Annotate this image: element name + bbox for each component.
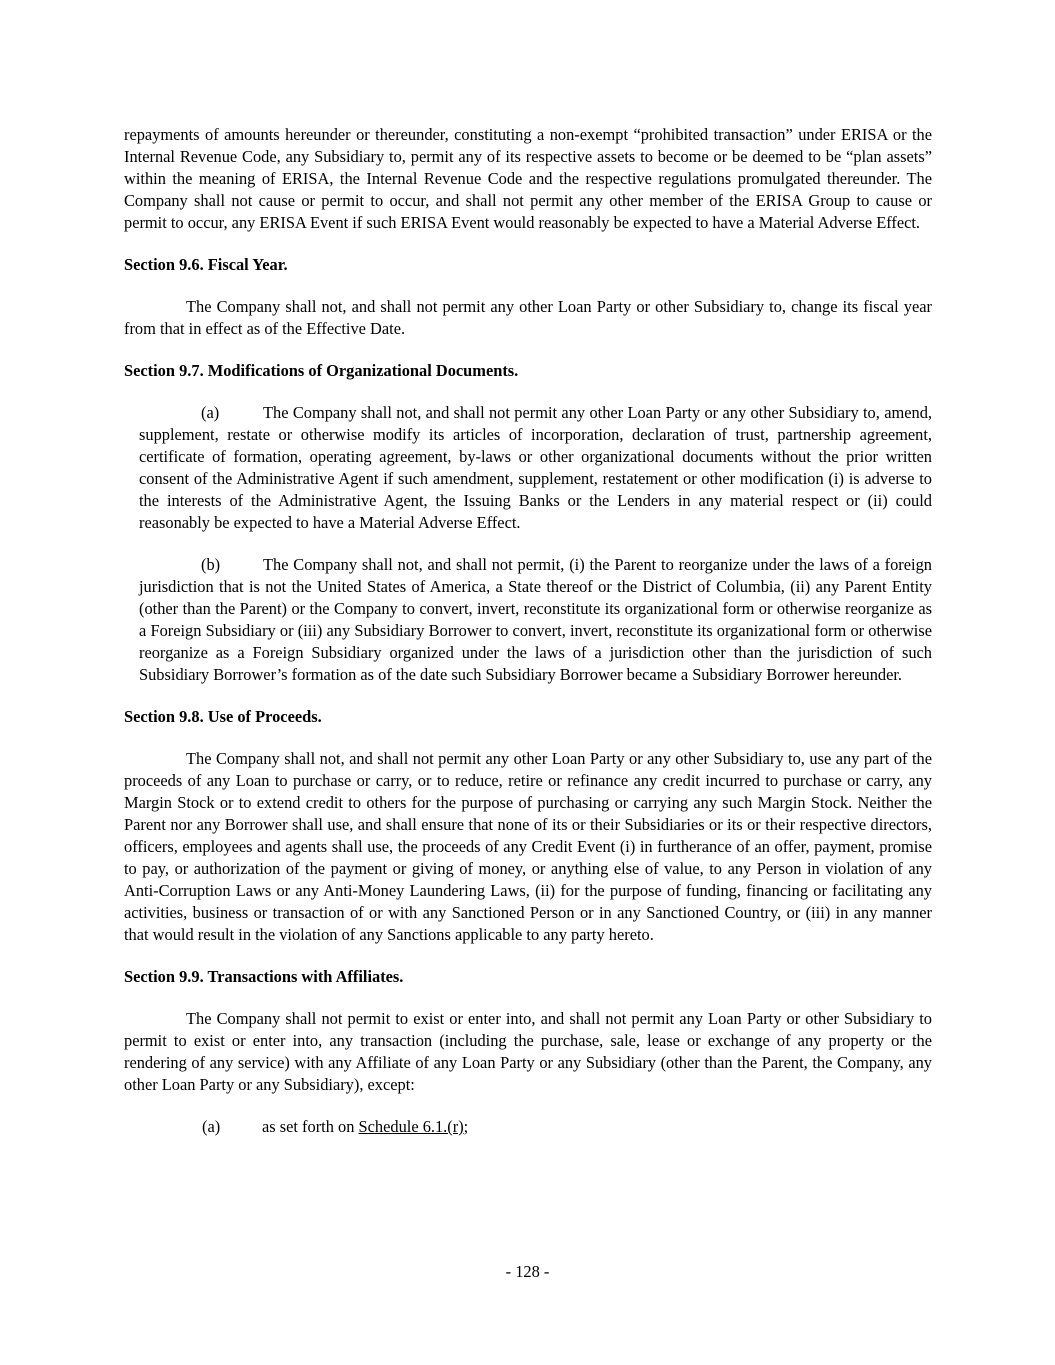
- item-a-label: (a): [202, 1117, 221, 1136]
- section-9-8-heading: Section 9.8. Use of Proceeds.: [124, 707, 322, 726]
- item-a-prefix: as set forth on: [262, 1117, 359, 1136]
- section-9-6-heading: Section 9.6. Fiscal Year.: [124, 255, 288, 274]
- clause-a-text: The Company shall not, and shall not permit any other Loan Party or any other Subsidiary to, amend, supplement, restate or otherwise modify its articles of incorporation, declaration of trust, partnership agreement, certificate of formation, operating agreement, by-laws or other organizational documents without the prior written consent of the Administrative Agent if such amendment, supplement, restatement or other modification (i) is adverse to the interests of the Administrative Agent, the Issuing Banks or the Lenders in any material respect or (ii) could reasonably be expected to have a Material Adverse Effect.: [139, 403, 932, 532]
- section-9-9-heading: Section 9.9. Transactions with Affiliates.: [124, 967, 404, 986]
- clause-b-label: (b): [201, 555, 221, 574]
- item-a-suffix: ;: [463, 1117, 469, 1136]
- clause-a-label: (a): [201, 403, 220, 422]
- section-9-7-clause-b: [139, 554, 932, 686]
- section-9-8-body: The Company shall not, and shall not permit any other Loan Party or any other Subsidiary to, use any part of the proceeds of any Loan to purchase or carry, or to reduce, retire or refinance any credit incurred to purchase or carry, any Margin Stock or to extend credit to others for the purpose of purchasing or carrying any such Margin Stock. Neither the Parent nor any Borrower shall use, and shall ensure that none of its or their Subsidiaries or its or their respective directors, officers, employees and agents shall use, the proceeds of any Credit Event (i) in furtherance of an offer, payment, promise to pay, or authorization of the payment or giving of money, or anything else of value, to any Person in violation of any Anti-Corruption Laws or any Anti-Money Laundering Laws, (ii) for the purpose of funding, financing or facilitating any activities, business or transaction of or with any Sanctioned Person or in any Sanctioned Country, or (iii) in any manner that would result in the violation of any Sanctions applicable to any party hereto.: [124, 749, 932, 944]
- clause-b-text: The Company shall not, and shall not permit, (i) the Parent to reorganize under the laws of a foreign jurisdiction that is not the United States of America, a State thereof or the District of Columbia, (ii) any Parent Entity (other than the Parent) or the Company to convert, invert, reconstitute its organizational form or otherwise reorganize as a Foreign Subsidiary or (iii) any Subsidiary Borrower to convert, invert, reconstitute its organizational form or otherwise reorganize as a Foreign Subsidiary organized under the laws of a jurisdiction other than the jurisdiction of such Subsidiary Borrower’s formation as of the date such Subsidiary Borrower became a Subsidiary Borrower hereunder.: [139, 555, 932, 684]
- section-9-9-body: The Company shall not permit to exist or enter into, and shall not permit any Loan Party or other Subsidiary to permit to exist or enter into, any transaction (including the purchase, sale, lease or exchange of any property or the rendering of any service) with any Affiliate of any Loan Party or any Subsidiary (other than the Parent, the Company, any other Loan Party or any Subsidiary), except:: [124, 1009, 932, 1094]
- section-9-9-item-a: [202, 1116, 932, 1138]
- document-page: [124, 124, 932, 1138]
- page-number: - 128 -: [505, 1262, 550, 1281]
- section-9-7-clause-a: [139, 402, 932, 534]
- opening-paragraph: repayments of amounts hereunder or thereunder, constituting a non-exempt “prohibited transaction” under ERISA or the Internal Revenue Code, any Subsidiary to, permit any of its respective assets to become or be deemed to be “plan assets” within the meaning of ERISA, the Internal Revenue Code and the respective regulations promulgated thereunder. The Company shall not cause or permit to occur, and shall not permit any other member of the ERISA Group to cause or permit to occur, any ERISA Event if such ERISA Event would reasonably be expected to have a Material Adverse Effect.: [124, 125, 932, 232]
- section-9-7-heading: Section 9.7. Modifications of Organizational Documents.: [124, 361, 519, 380]
- schedule-reference-link: Schedule 6.1.(r): [358, 1117, 464, 1136]
- section-9-6-body: The Company shall not, and shall not permit any other Loan Party or other Subsidiary to, change its fiscal year from that in effect as of the Effective Date.: [124, 297, 932, 338]
